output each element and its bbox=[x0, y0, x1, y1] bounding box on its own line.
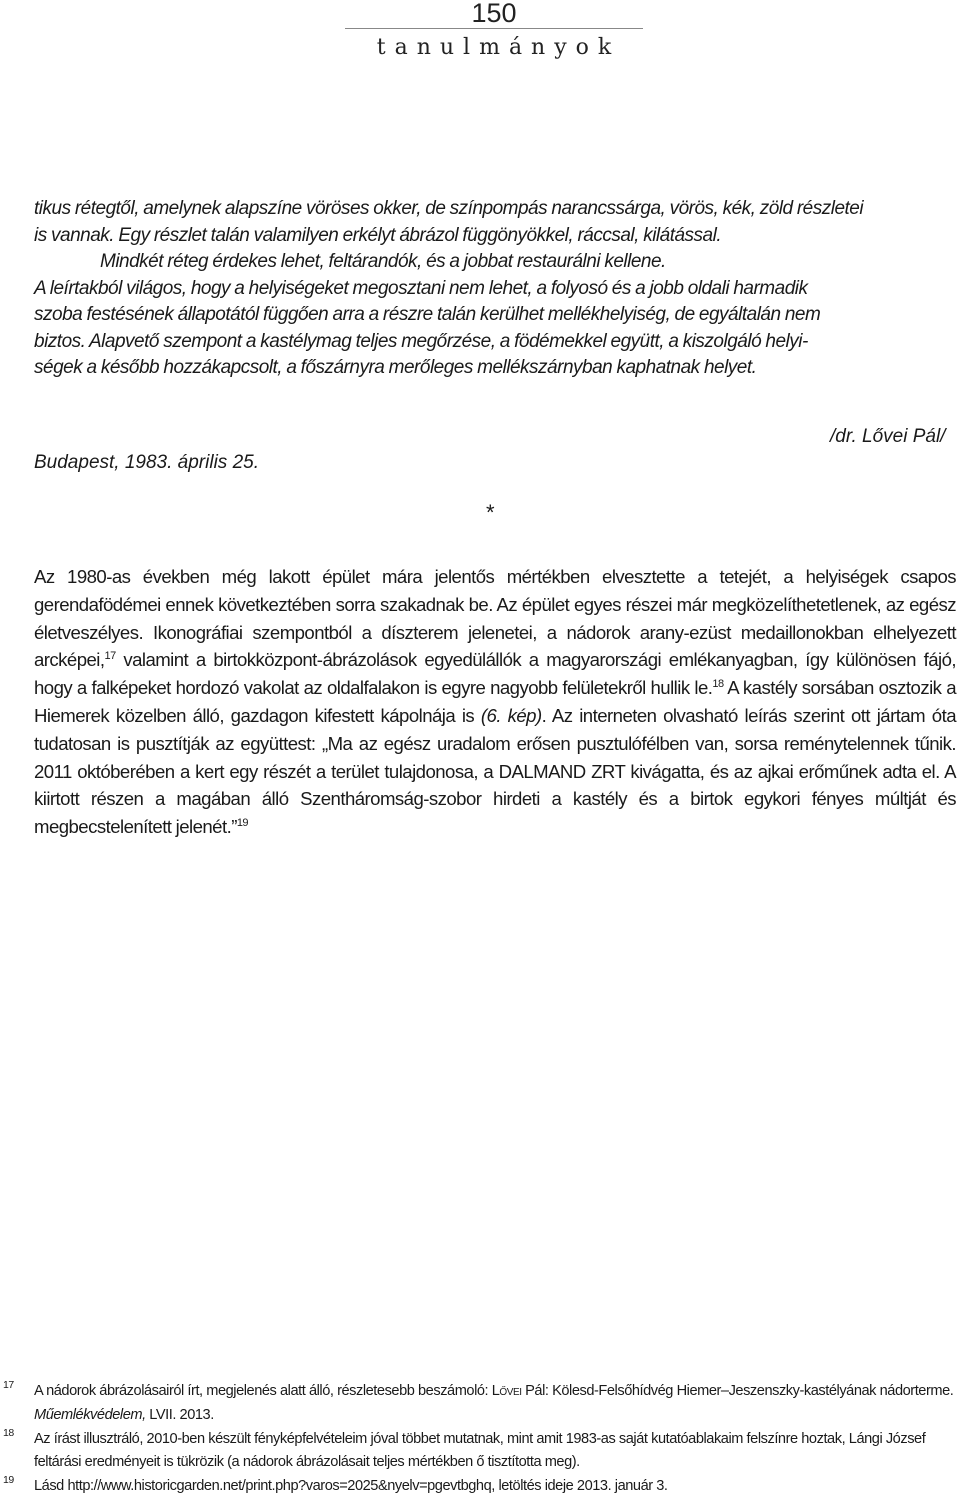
paragraph-text: . Az interneten olvasható leírás szerint ott jártam óta tudatosan is pusztítják az együttest: „Ma az egész uradalom erősen pusztulófélben van, sorsa reménytelennek tűnik. 2011 októberében a kert egy részét a terület tulajdonosa, a DALMAND ZRT kivágatta, és az ajkai erőműnek adta el. A kiirtott részen a magában álló Szentháromság-szobor hirdeti a kastély és a birtok egykori fényes múltját és megbecstelenített jelenét.” bbox=[34, 704, 956, 838]
report-place-date: Budapest, 1983. április 25. bbox=[34, 452, 259, 473]
footnote-ref-18[interactable]: 18 bbox=[712, 678, 724, 691]
footnotes bbox=[0, 1380, 960, 1499]
footnote-17 bbox=[0, 1380, 958, 1428]
report-line: Mindkét réteg érdekes lehet, feltárandók, és a jobbat restaurálni kellene. bbox=[100, 251, 666, 272]
footnote-text bbox=[34, 1380, 958, 1428]
footnote-journal: Műemlékvédelem, bbox=[34, 1406, 146, 1423]
paragraph-text: Az 1980-as években még lakott épület mára jelentős mértékben elvesztette a tetejét, a helyiségek csapos gerendafödémei ennek következtében sorra szakadnak be. Az épület egyes részei már megközelíthetetlenek, az egész életveszélyes. Ikonográfiai szempontból a díszterem jelenetei, a nádorok arany-ezüst medaillonokban elhelyezett arcképei, bbox=[34, 566, 956, 671]
main-paragraph bbox=[34, 563, 956, 841]
report-line: ségek a később hozzákapcsolt, a főszárnyra merőleges mellékszárnyban kaphatnak helyet. bbox=[34, 357, 757, 378]
footnote-number: 19 bbox=[3, 1474, 14, 1487]
page-number: 150 bbox=[471, 0, 517, 28]
footnote-text-part: Pál: Kölesd-Felsőhídvég Hiemer–Jeszenszky-kastélyának nádorterme. bbox=[521, 1383, 954, 1399]
figure-reference: (6. kép) bbox=[480, 704, 542, 726]
paragraph-text: valamint a birtokközpont-ábrázolások egyedülállók a magyarországi emlékanyagban, így különösen fájó, hogy a falképeket hordozó vakolat az oldalfalakon is egyre nagyobb felületekről hullik le. bbox=[34, 649, 956, 699]
report-line: A leírtakból világos, hogy a helyiségeket megosztani nem lehet, a folyosó és a jobb oldali harmadik bbox=[34, 277, 808, 299]
report-quote bbox=[34, 196, 956, 382]
footnote-number: 17 bbox=[3, 1379, 14, 1391]
footnote-ref-17[interactable]: 17 bbox=[104, 650, 116, 663]
footnote-ref-19[interactable]: 19 bbox=[236, 817, 248, 830]
footnote-text-part: LVII. 2013. bbox=[145, 1406, 214, 1423]
footnote-text: Az írást illusztráló, 2010-ben készült fényképfelvételeim jóval többet mutatnak, mint amit 1983-as saját kutatóablakaim felszínre hoztak, Lángi József feltárási eredményeit is tükrözik (a nádorok ábrázolásait teljes mértékben ő tisztította meg). bbox=[34, 1430, 926, 1471]
report-line: tikus rétegtől, amelynek alapszíne vöröses okker, de színpompás narancssárga, vörös, kék, zöld részletei bbox=[34, 198, 864, 219]
section-title: tanulmányok bbox=[376, 35, 621, 60]
report-line: is vannak. Egy részlet talán valamilyen erkélyt ábrázol függönyökkel, ráccsal, kilátással. bbox=[34, 224, 722, 246]
section-separator: * bbox=[486, 500, 495, 525]
page-header bbox=[345, 0, 643, 60]
footnote-text: Lásd http://www.historicgarden.net/print.php?varos=2025&nyelv=pgevtbghq, letöltés ideje 2013. január 3. bbox=[34, 1478, 668, 1495]
paragraph-text: A kastély sorsában osztozik a Hiemerek közelben álló, gazdagon kifestett kápolnája is bbox=[34, 677, 957, 726]
footnote-text-part: A nádorok ábrázolásairól írt, megjelenés alatt álló, részletesebb beszámoló: bbox=[34, 1383, 492, 1399]
footnote-author: Lővei bbox=[491, 1383, 522, 1399]
footnote-18 bbox=[0, 1428, 958, 1476]
report-signature: /dr. Lővei Pál/ bbox=[830, 426, 946, 447]
report-line: szoba festésének állapotától függően arra a részre talán kerülhet mellékhelyiség, de egyáltalán nem bbox=[34, 304, 821, 325]
footnote-19 bbox=[0, 1475, 958, 1499]
footnote-number: 18 bbox=[3, 1426, 14, 1439]
header-rule bbox=[345, 28, 643, 29]
report-line: biztos. Alapvető szempont a kastélymag teljes megőrzése, a födémekkel együtt, a kiszolgáló helyi- bbox=[34, 330, 808, 352]
